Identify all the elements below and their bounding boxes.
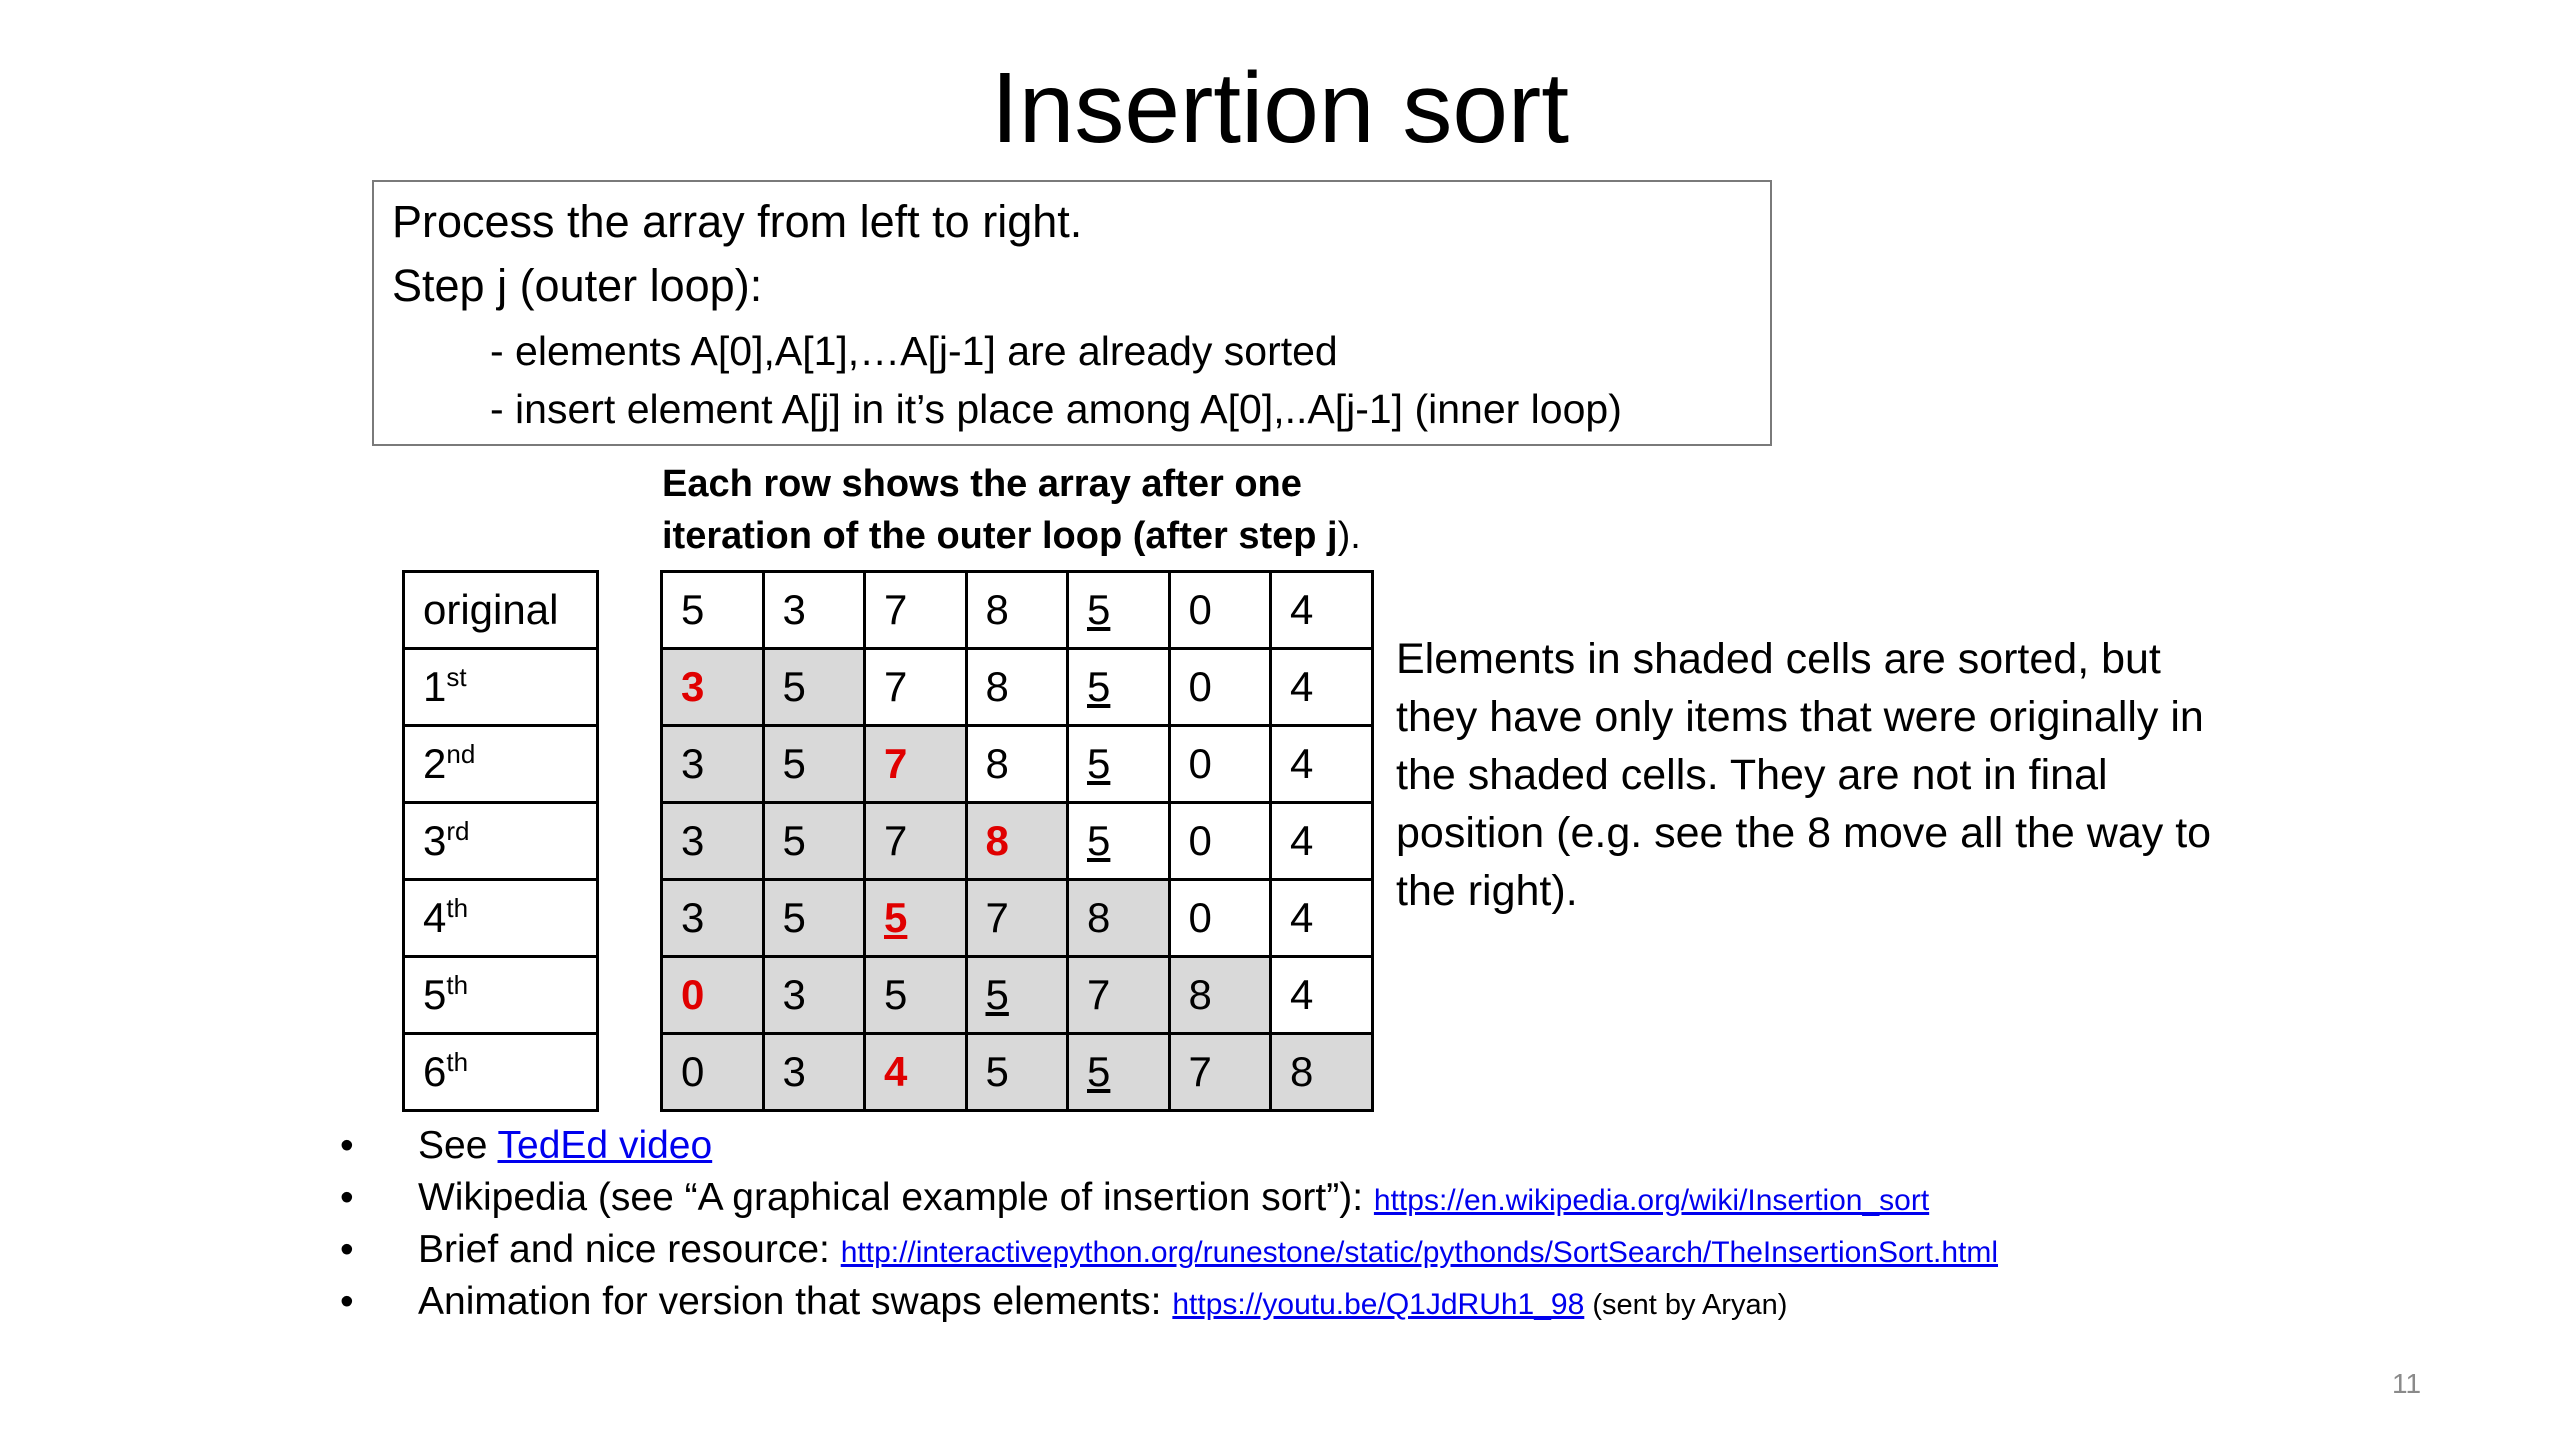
array-cell [865, 957, 967, 1034]
array-cell [1169, 803, 1271, 880]
array-cell [865, 880, 967, 957]
row-label-ordinal: st [446, 662, 467, 692]
array-cell-value: 0 [1188, 663, 1212, 710]
shaded-cells-note: Elements in shaded cells are sorted, but they have only items that were originally in the shaded cells. They are not in final position (e.g. see the 8 move all the way to the right). [1396, 635, 2212, 915]
array-cell [763, 572, 865, 649]
resource-item-interactivepython [340, 1228, 1998, 1280]
array-cell [1169, 880, 1271, 957]
row-label-ordinal: nd [446, 739, 476, 769]
array-cell-value: 3 [681, 817, 705, 864]
array-cell [763, 726, 865, 803]
array-cell-value: 5 [782, 817, 806, 864]
array-cell-value: 8 [1290, 1048, 1314, 1095]
array-cell-value: 3 [681, 894, 705, 941]
wikipedia-link[interactable]: https://en.wikipedia.org/wiki/Insertion_sort [1373, 1184, 1930, 1217]
array-cell-value: 5 [985, 971, 1009, 1018]
array-cell-value: 3 [782, 1048, 806, 1095]
resource-list [340, 1124, 1998, 1332]
array-row [662, 880, 1373, 957]
array-cell-value: 7 [1188, 1048, 1212, 1095]
resource-suffix: (sent by Aryan) [1584, 1289, 1788, 1321]
array-cell-value: 4 [884, 1048, 908, 1095]
array-cell [966, 803, 1068, 880]
array-cell-value: 5 [884, 971, 908, 1018]
youtube-animation-link[interactable]: https://youtu.be/Q1JdRUh1_98 [1172, 1288, 1585, 1321]
array-cell [865, 649, 967, 726]
array-cell-value: 0 [1188, 817, 1212, 864]
array-cell-value: 5 [1087, 817, 1111, 864]
array-row [662, 649, 1373, 726]
array-cell-value: 4 [1290, 817, 1314, 864]
array-cell [1271, 572, 1373, 649]
resource-item-wikipedia [340, 1176, 1998, 1228]
array-cell-value: 5 [681, 586, 705, 633]
definition-line-3: - elements A[0],A[1],…A[j-1] are already sorted [490, 328, 1338, 374]
row-label [404, 803, 598, 880]
array-cell-value: 8 [1087, 894, 1111, 941]
interactivepython-link[interactable]: http://interactivepython.org/runestone/static/pythonds/SortSearch/TheInsertionSort.html [840, 1236, 1999, 1269]
caption-line-2-bold: iteration of the outer loop (after step j [662, 515, 1338, 557]
resource-prefix: See [418, 1124, 498, 1167]
array-cell [662, 649, 764, 726]
array-cell [966, 726, 1068, 803]
array-cell [662, 572, 764, 649]
array-cell [1068, 803, 1170, 880]
array-cell [1068, 649, 1170, 726]
row-label-ordinal: th [446, 970, 469, 1000]
slide-title: Insertion sort [990, 52, 1570, 164]
array-cell [966, 572, 1068, 649]
array-cell-value: 8 [985, 740, 1009, 787]
row-label-text: original [423, 586, 559, 633]
table-caption [662, 458, 1361, 562]
label-row [404, 649, 598, 726]
array-cell [966, 649, 1068, 726]
array-cell [763, 880, 865, 957]
array-cell-value: 5 [1087, 1048, 1111, 1095]
array-cell-value: 4 [1290, 663, 1314, 710]
array-row [662, 803, 1373, 880]
array-cell [1169, 957, 1271, 1034]
resource-prefix: Wikipedia (see “A graphical example of insertion sort”): [418, 1176, 1374, 1219]
array-cell [1169, 1034, 1271, 1111]
row-label-text: 4 [423, 894, 447, 941]
array-cell [763, 803, 865, 880]
page-number: 11 [2392, 1368, 2422, 1399]
array-cell-value: 5 [1087, 740, 1111, 787]
array-cell-value: 3 [681, 740, 705, 787]
array-cell-value: 8 [1188, 971, 1212, 1018]
row-label-text: 3 [423, 817, 447, 864]
array-cell [966, 880, 1068, 957]
definition-line-1: Process the array from left to right. [392, 196, 1083, 247]
row-labels-table [402, 570, 599, 1112]
row-label-text: 2 [423, 740, 447, 787]
array-cell-value: 5 [782, 740, 806, 787]
array-cell [1271, 880, 1373, 957]
row-label [404, 1034, 598, 1111]
caption-line-2-tail: ). [1337, 515, 1361, 557]
row-label [404, 649, 598, 726]
array-cell [1068, 726, 1170, 803]
array-cell [763, 649, 865, 726]
label-row [404, 957, 598, 1034]
array-cell-value: 7 [985, 894, 1009, 941]
array-row [662, 572, 1373, 649]
row-label-ordinal: th [446, 893, 469, 923]
array-cell-value: 4 [1290, 894, 1314, 941]
array-cell-value: 3 [782, 971, 806, 1018]
array-cell-value: 7 [884, 817, 908, 864]
row-label [404, 880, 598, 957]
array-row [662, 726, 1373, 803]
resource-prefix: Brief and nice resource: [418, 1228, 841, 1271]
label-row [404, 880, 598, 957]
array-cell [763, 1034, 865, 1111]
caption-line-1: Each row shows the array after one [662, 463, 1302, 505]
array-cell-value: 5 [1087, 663, 1111, 710]
resource-item-animation [340, 1280, 1998, 1332]
row-label [404, 726, 598, 803]
array-cell [1068, 880, 1170, 957]
array-cell-value: 7 [884, 740, 908, 787]
array-cell-value: 4 [1290, 971, 1314, 1018]
array-cell-value: 0 [1188, 586, 1212, 633]
array-cell [662, 1034, 764, 1111]
resource-item-teded [340, 1124, 1998, 1176]
array-cell [966, 1034, 1068, 1111]
array-cell [865, 803, 967, 880]
array-table [660, 570, 1374, 1112]
row-label [404, 572, 598, 649]
array-cell [1271, 803, 1373, 880]
array-cell [1169, 572, 1271, 649]
array-cell-value: 0 [1188, 894, 1212, 941]
array-cell [662, 726, 764, 803]
row-label-ordinal: th [446, 1047, 469, 1077]
array-cell-value: 8 [985, 663, 1009, 710]
array-cell [1068, 957, 1170, 1034]
array-cell-value: 3 [782, 586, 806, 633]
array-cell-value: 4 [1290, 740, 1314, 787]
array-cell-value: 0 [1188, 740, 1212, 787]
label-row [404, 1034, 598, 1111]
array-cell-value: 4 [1290, 586, 1314, 633]
array-cell [1169, 649, 1271, 726]
array-cell [1271, 726, 1373, 803]
row-label-text: 1 [423, 663, 447, 710]
array-cell [1271, 649, 1373, 726]
array-cell-value: 8 [985, 586, 1009, 633]
array-cell-value: 3 [681, 663, 705, 710]
array-row [662, 1034, 1373, 1111]
array-cell [1271, 1034, 1373, 1111]
array-cell [865, 726, 967, 803]
array-cell [1068, 572, 1170, 649]
row-label-text: 6 [423, 1048, 447, 1095]
row-label-ordinal: rd [446, 816, 470, 846]
teded-video-link[interactable]: TedEd video [497, 1124, 713, 1167]
label-row [404, 803, 598, 880]
array-cell-value: 5 [884, 894, 908, 941]
array-cell-value: 5 [1087, 586, 1111, 633]
resource-prefix: Animation for version that swaps elements: [418, 1280, 1173, 1323]
array-cell [865, 1034, 967, 1111]
caption-line-2 [662, 510, 1361, 562]
array-cell-value: 0 [681, 1048, 705, 1095]
row-label [404, 957, 598, 1034]
array-cell-value: 7 [1087, 971, 1111, 1018]
array-cell-value: 7 [884, 663, 908, 710]
array-cell [1068, 1034, 1170, 1111]
array-cell [763, 957, 865, 1034]
definition-line-4: - insert element A[j] in it’s place among A[0],..A[j-1] (inner loop) [490, 386, 1622, 432]
row-label-text: 5 [423, 971, 447, 1018]
array-cell [966, 957, 1068, 1034]
array-cell [1169, 726, 1271, 803]
array-cell-value: 5 [782, 894, 806, 941]
array-cell-value: 8 [985, 817, 1009, 864]
array-cell [662, 803, 764, 880]
label-row [404, 572, 598, 649]
array-cell [865, 572, 967, 649]
array-cell [662, 957, 764, 1034]
array-cell [662, 880, 764, 957]
array-cell [1271, 957, 1373, 1034]
array-cell-value: 7 [884, 586, 908, 633]
array-row [662, 957, 1373, 1034]
array-cell-value: 0 [681, 971, 705, 1018]
array-cell-value: 5 [782, 663, 806, 710]
label-row [404, 726, 598, 803]
definition-line-2: Step j (outer loop): [392, 260, 763, 311]
array-cell-value: 5 [985, 1048, 1009, 1095]
definition-box [372, 180, 1772, 446]
